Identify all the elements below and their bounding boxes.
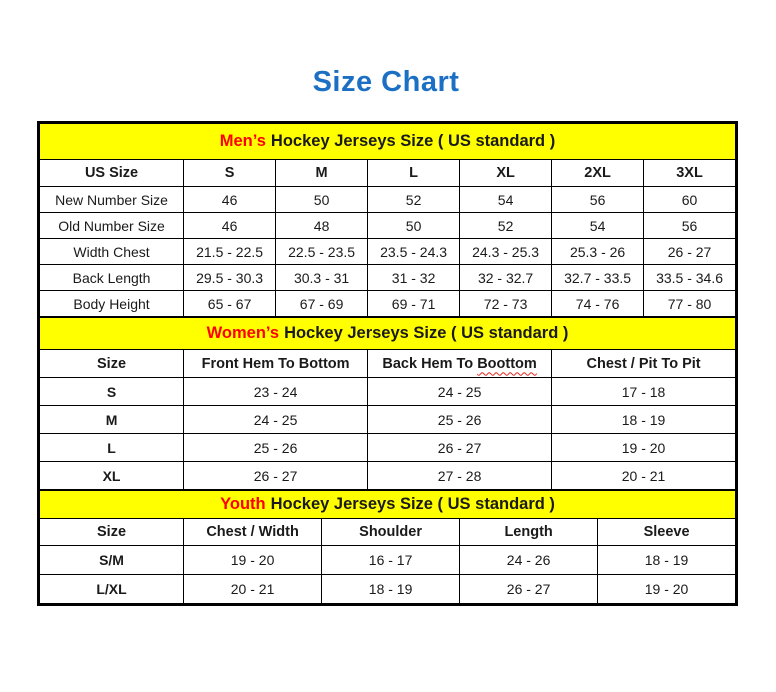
cell: 46: [184, 187, 276, 213]
cell: 32 - 32.7: [460, 265, 552, 291]
cell: 69 - 71: [368, 291, 460, 317]
row-label: Old Number Size: [40, 213, 184, 239]
cell: 18 - 19: [598, 546, 736, 575]
table-row: [40, 575, 736, 604]
cell: 16 - 17: [322, 546, 460, 575]
mens-heading-accent: Men’s: [219, 132, 266, 150]
cell: 33.5 - 34.6: [644, 265, 736, 291]
cell: 46: [184, 213, 276, 239]
youth-section-band: [40, 491, 736, 519]
cell: 21.5 - 22.5: [184, 239, 276, 265]
row-label: Back Length: [40, 265, 184, 291]
cell: 25 - 26: [184, 434, 368, 462]
youth-section-heading: [40, 491, 736, 519]
cell: 56: [644, 213, 736, 239]
cell: 50: [276, 187, 368, 213]
cell: 18 - 19: [552, 406, 736, 434]
mens-section-heading: [40, 124, 736, 160]
table-row: [40, 291, 736, 317]
misspelled-word: Boottom: [477, 355, 537, 372]
youth-size-table: [39, 490, 736, 604]
cell: 25.3 - 26: [552, 239, 644, 265]
cell: 67 - 69: [276, 291, 368, 317]
column-header: Chest / Width: [184, 519, 322, 546]
column-header: 3XL: [644, 160, 736, 187]
cell: 72 - 73: [460, 291, 552, 317]
cell: 25 - 26: [368, 406, 552, 434]
cell: 19 - 20: [598, 575, 736, 604]
column-header: US Size: [40, 160, 184, 187]
row-label: S: [40, 378, 184, 406]
table-row: [40, 378, 736, 406]
column-header: Size: [40, 519, 184, 546]
row-label: Width Chest: [40, 239, 184, 265]
womens-section-heading: [40, 318, 736, 350]
column-header: L: [368, 160, 460, 187]
youth-heading-rest: Hockey Jerseys Size ( US standard ): [270, 495, 555, 513]
cell: 74 - 76: [552, 291, 644, 317]
cell: 26 - 27: [460, 575, 598, 604]
column-header: 2XL: [552, 160, 644, 187]
cell: 24 - 25: [184, 406, 368, 434]
youth-heading-accent: Youth: [220, 495, 266, 513]
cell: 30.3 - 31: [276, 265, 368, 291]
cell: 52: [368, 187, 460, 213]
womens-heading-rest: Hockey Jerseys Size ( US standard ): [284, 324, 569, 342]
column-header: S: [184, 160, 276, 187]
size-chart-tables: [37, 121, 738, 606]
cell: 19 - 20: [552, 434, 736, 462]
row-label: Body Height: [40, 291, 184, 317]
row-label: L/XL: [40, 575, 184, 604]
cell: 17 - 18: [552, 378, 736, 406]
mens-header-row: [40, 160, 736, 187]
row-label: S/M: [40, 546, 184, 575]
womens-header-row: [40, 350, 736, 378]
column-header-text: Back Hem To: [382, 355, 478, 372]
row-label: M: [40, 406, 184, 434]
column-header: Shoulder: [322, 519, 460, 546]
womens-size-table: [39, 317, 736, 490]
column-header: XL: [460, 160, 552, 187]
table-row: [40, 434, 736, 462]
row-label: XL: [40, 462, 184, 490]
cell: 19 - 20: [184, 546, 322, 575]
mens-size-table: [39, 123, 736, 317]
column-header: Size: [40, 350, 184, 378]
table-row: [40, 462, 736, 490]
cell: 56: [552, 187, 644, 213]
cell: 65 - 67: [184, 291, 276, 317]
mens-heading-rest: Hockey Jerseys Size ( US standard ): [270, 132, 556, 150]
cell: 26 - 27: [368, 434, 552, 462]
cell: 24.3 - 25.3: [460, 239, 552, 265]
cell: 27 - 28: [368, 462, 552, 490]
row-label: New Number Size: [40, 187, 184, 213]
womens-section-band: [40, 318, 736, 350]
column-header: M: [276, 160, 368, 187]
cell: 20 - 21: [184, 575, 322, 604]
table-row: [40, 213, 736, 239]
cell: 54: [552, 213, 644, 239]
table-row: [40, 239, 736, 265]
column-header-misspelled: [368, 350, 552, 378]
cell: 31 - 32: [368, 265, 460, 291]
youth-header-row: [40, 519, 736, 546]
cell: 52: [460, 213, 552, 239]
cell: 54: [460, 187, 552, 213]
column-header: Length: [460, 519, 598, 546]
womens-heading-accent: Women’s: [206, 324, 280, 342]
cell: 23.5 - 24.3: [368, 239, 460, 265]
column-header: Sleeve: [598, 519, 736, 546]
column-header: Chest / Pit To Pit: [552, 350, 736, 378]
cell: 26 - 27: [184, 462, 368, 490]
table-row: [40, 187, 736, 213]
table-row: [40, 265, 736, 291]
cell: 77 - 80: [644, 291, 736, 317]
table-row: [40, 406, 736, 434]
cell: 24 - 26: [460, 546, 598, 575]
page-title: Size Chart: [312, 66, 460, 98]
mens-section-band: [40, 124, 736, 160]
cell: 48: [276, 213, 368, 239]
cell: 23 - 24: [184, 378, 368, 406]
cell: 22.5 - 23.5: [276, 239, 368, 265]
cell: 24 - 25: [368, 378, 552, 406]
cell: 29.5 - 30.3: [184, 265, 276, 291]
cell: 18 - 19: [322, 575, 460, 604]
cell: 26 - 27: [644, 239, 736, 265]
table-row: [40, 546, 736, 575]
row-label: L: [40, 434, 184, 462]
cell: 20 - 21: [552, 462, 736, 490]
cell: 32.7 - 33.5: [552, 265, 644, 291]
cell: 60: [644, 187, 736, 213]
cell: 50: [368, 213, 460, 239]
column-header: Front Hem To Bottom: [184, 350, 368, 378]
